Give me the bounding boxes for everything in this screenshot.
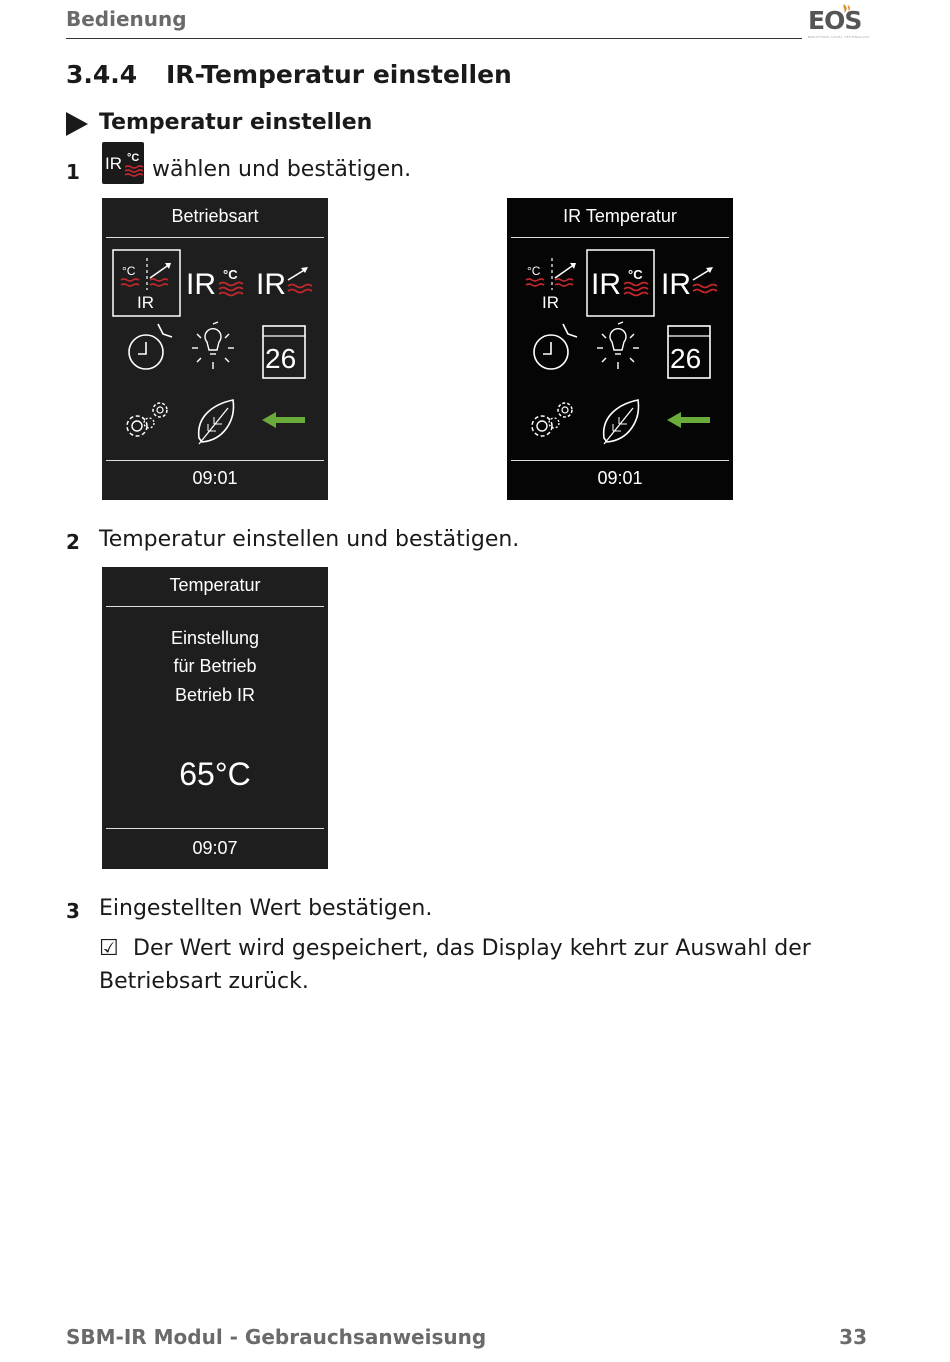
result-checkbox-icon: ☑ — [99, 936, 119, 961]
section-number: 3.4.4 — [66, 60, 138, 89]
screen-time: 09:01 — [597, 468, 643, 488]
svg-text:IR: IR — [256, 268, 286, 301]
svg-text:26: 26 — [265, 343, 297, 374]
celsius-label: °C — [127, 152, 140, 164]
screen-divider — [511, 460, 729, 461]
svg-text:IR: IR — [186, 268, 216, 301]
page-number: 33 — [839, 1325, 867, 1349]
calendar-icon[interactable] — [263, 326, 305, 378]
eco-leaf-icon[interactable] — [199, 400, 234, 444]
task-title: Temperatur einstellen — [99, 110, 373, 135]
footer-document-title: SBM-IR Modul - Gebrauchsanweisung — [66, 1325, 487, 1349]
light-bulb-icon[interactable] — [192, 322, 234, 369]
back-arrow-icon[interactable] — [262, 412, 305, 428]
screen-temperatur — [102, 567, 328, 869]
combined-mode-icon[interactable] — [526, 258, 576, 312]
screen-text-line: für Betrieb — [173, 656, 257, 676]
svg-text:IR: IR — [591, 268, 621, 301]
svg-text:IR: IR — [137, 293, 154, 312]
logo-text: EOS — [808, 6, 862, 35]
eos-logo — [806, 2, 870, 42]
settings-gears-icon[interactable] — [127, 403, 167, 436]
logo-tagline: BREATHING LEVEL TECHNOLOGY — [808, 35, 871, 39]
eco-leaf-icon[interactable] — [604, 400, 639, 444]
header-divider — [66, 38, 802, 39]
screen-title: Betriebsart — [171, 206, 259, 226]
screen-ir-temperatur — [507, 198, 733, 500]
header-title: Bedienung — [66, 7, 187, 31]
svg-text:°C: °C — [527, 264, 541, 278]
screen-divider — [106, 606, 324, 607]
screen-divider — [106, 828, 324, 829]
ir-temperature-mode-icon[interactable] — [591, 267, 648, 301]
step-3-number: 3 — [66, 899, 80, 923]
step-2-text: Temperatur einstellen und bestätigen. — [99, 527, 520, 552]
screen-time: 09:01 — [192, 468, 238, 488]
combined-mode-icon[interactable] — [121, 258, 171, 312]
clock-icon[interactable] — [534, 324, 577, 369]
svg-text:°C: °C — [223, 267, 238, 282]
step-1-number: 1 — [66, 160, 80, 184]
ir-ramp-mode-icon[interactable] — [256, 267, 312, 301]
step-2-number: 2 — [66, 530, 80, 554]
light-bulb-icon[interactable] — [597, 322, 639, 369]
ir-temperature-mode-icon[interactable] — [186, 267, 243, 301]
calendar-icon[interactable] — [668, 326, 710, 378]
temperature-value[interactable]: 65°C — [179, 756, 251, 792]
screen-title: Temperatur — [169, 575, 261, 595]
screen-text-line: Einstellung — [170, 628, 260, 648]
task-triangle-icon — [66, 112, 88, 136]
result-text-line-2: Betriebsart zurück. — [99, 969, 309, 994]
svg-text:IR: IR — [542, 293, 559, 312]
screen-title: IR Temperatur — [563, 206, 677, 226]
svg-text:°C: °C — [628, 267, 643, 282]
step-3-text: Eingestellten Wert bestätigen. — [99, 896, 433, 921]
section-title: IR-Temperatur einstellen — [166, 60, 512, 89]
svg-text:°C: °C — [122, 264, 136, 278]
settings-gears-icon[interactable] — [532, 403, 572, 436]
ir-temperature-icon — [102, 142, 144, 184]
step-1-text: wählen und bestätigen. — [152, 157, 412, 182]
result-text-line-1: Der Wert wird gespeichert, das Display kehrt zur Auswahl der — [133, 936, 811, 961]
svg-text:IR: IR — [661, 268, 691, 301]
screen-divider — [106, 460, 324, 461]
clock-icon[interactable] — [129, 324, 172, 369]
ir-ramp-mode-icon[interactable] — [661, 267, 717, 301]
screen-time: 09:07 — [192, 838, 238, 858]
back-arrow-icon[interactable] — [667, 412, 710, 428]
ir-label: IR — [105, 154, 122, 173]
svg-text:26: 26 — [670, 343, 702, 374]
screen-betriebsart — [102, 198, 328, 500]
screen-text-line: Betrieb IR — [174, 685, 256, 705]
